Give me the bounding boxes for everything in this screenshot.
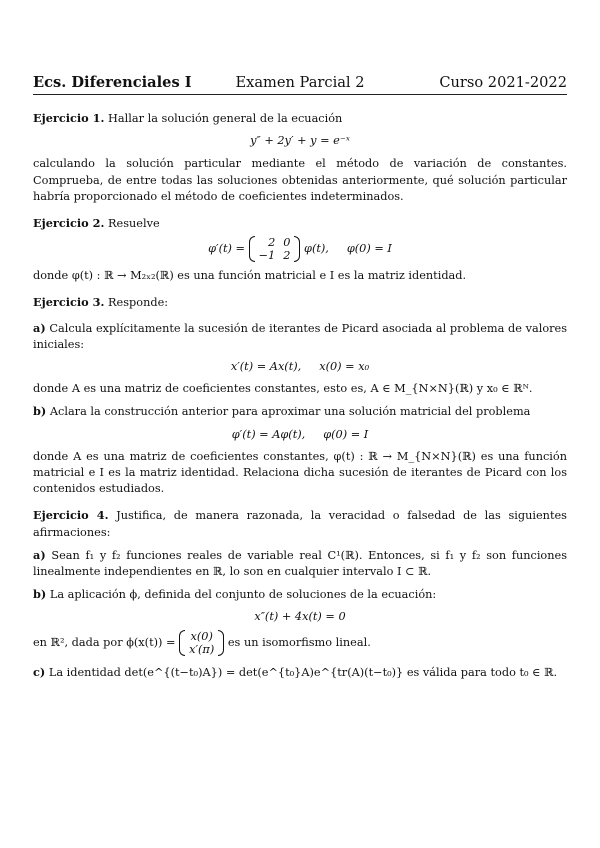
ej1-title: Ejercicio 1. [33, 111, 105, 125]
ej2-equation [33, 236, 567, 262]
ej2-intro-text: Resuelve [108, 217, 160, 231]
exam-content [33, 106, 567, 681]
ej4-title: Ejercicio 4. [33, 508, 109, 523]
ej4-b-label: b) [33, 587, 47, 602]
page-header [33, 74, 567, 94]
ej2-body: donde φ(t) : ℝ → M₂ₓ₂(ℝ) es una función matricial e I es la matriz identidad. [33, 269, 467, 283]
ej3-a [33, 320, 567, 353]
header-rule [33, 94, 567, 95]
ej4-b-post: es un isomorfismo lineal. [227, 635, 371, 649]
ej2-eq-left: φ′(t) = [208, 242, 245, 256]
ej3-a-body: donde A es una matriz de coeficientes constantes, esto es, A ∈ M_{N×N}(ℝ) y x₀ ∈ ℝᴺ. [33, 382, 533, 396]
matrix-cell: 0 [283, 236, 291, 250]
vector-cell: x′(π) [189, 642, 215, 656]
ej3-title: Ejercicio 3. [33, 295, 105, 310]
ej1-intro [33, 110, 567, 127]
ej4-a [33, 547, 567, 580]
ej3-b-label: b) [33, 404, 47, 419]
ej4-intro [33, 507, 567, 540]
ej4-b-map [33, 630, 567, 656]
ej3-a-label: a) [33, 320, 46, 335]
exam-title: Examen Parcial 2 [235, 74, 365, 91]
ej2-title: Ejercicio 2. [33, 216, 105, 231]
ej4-c [33, 664, 567, 681]
ej4-b-vector [179, 630, 224, 656]
ej1-equation: y″ + 2y′ + y = e⁻ˣ [250, 134, 350, 148]
academic-year: Curso 2021-2022 [439, 74, 567, 91]
ej4-b-text: La aplicación ϕ, definida del conjunto de soluciones de la ecuación: [49, 588, 437, 602]
ej3-intro [33, 294, 567, 311]
ej3-b-body: donde A es una matriz de coeficientes constantes, φ(t) : ℝ → M_{N×N}(ℝ) es una función matricial e I es la matriz identidad. Relaciona dicha sucesión de iterantes de Picard con los contenidos estudiados. [33, 449, 567, 496]
ej3-b [33, 403, 567, 420]
ej4-b [33, 586, 567, 603]
ej2-intro [33, 215, 567, 232]
course-name: Ecs. Diferenciales I [33, 74, 192, 91]
ej4-intro-text: Justifica, de manera razonada, la veracidad o falsedad de las siguientes afirmaciones: [33, 509, 567, 539]
ej1-intro-text: Hallar la solución general de la ecuación [108, 112, 343, 125]
ej3-intro-text: Responde: [108, 296, 169, 310]
ej4-a-label: a) [33, 547, 46, 562]
ej3-a-equation: x′(t) = Ax(t), x(0) = x₀ [230, 360, 370, 374]
ej4-c-text: La identidad det(e^{(t−t₀)A}) = det(e^{t₀}A)e^{tr(A)(t−t₀)} es válida para todo t₀ ∈ ℝ. [48, 665, 558, 679]
matrix-cell: 2 [268, 236, 276, 250]
ej2-matrix [249, 236, 301, 262]
matrix-cell: −1 [258, 249, 276, 263]
ej3-a-text: Calcula explícitamente la sucesión de iterantes de Picard asociada al problema de valores iniciales: [33, 321, 568, 351]
ej2-eq-right: φ(t), φ(0) = I [304, 242, 392, 256]
matrix-cell: 2 [283, 249, 291, 263]
ej4-c-label: c) [33, 664, 46, 679]
ej4-b-equation: x″(t) + 4x(t) = 0 [254, 610, 346, 624]
ej3-b-text: Aclara la construcción anterior para aproximar una solución matricial del problema [49, 405, 531, 419]
ej4-b-pre: en ℝ², dada por ϕ(x(t)) = [33, 635, 176, 649]
vector-cell: x(0) [190, 629, 213, 643]
ej1-body: calculando la solución particular mediante el método de variación de constantes. Comprueba, de entre todas las soluciones obtenidas anteriormente, qué solución particular habría proporcionado el método de coeficientes indeterminados. [33, 157, 567, 203]
ej3-b-equation: φ′(t) = Aφ(t), φ(0) = I [231, 427, 369, 441]
ej4-a-text: Sean f₁ y f₂ funciones reales de variable real C¹(ℝ). Entonces, si f₁ y f₂ son funciones linealmente independientes en ℝ, lo son en cualquier intervalo I ⊂ ℝ. [33, 548, 567, 579]
